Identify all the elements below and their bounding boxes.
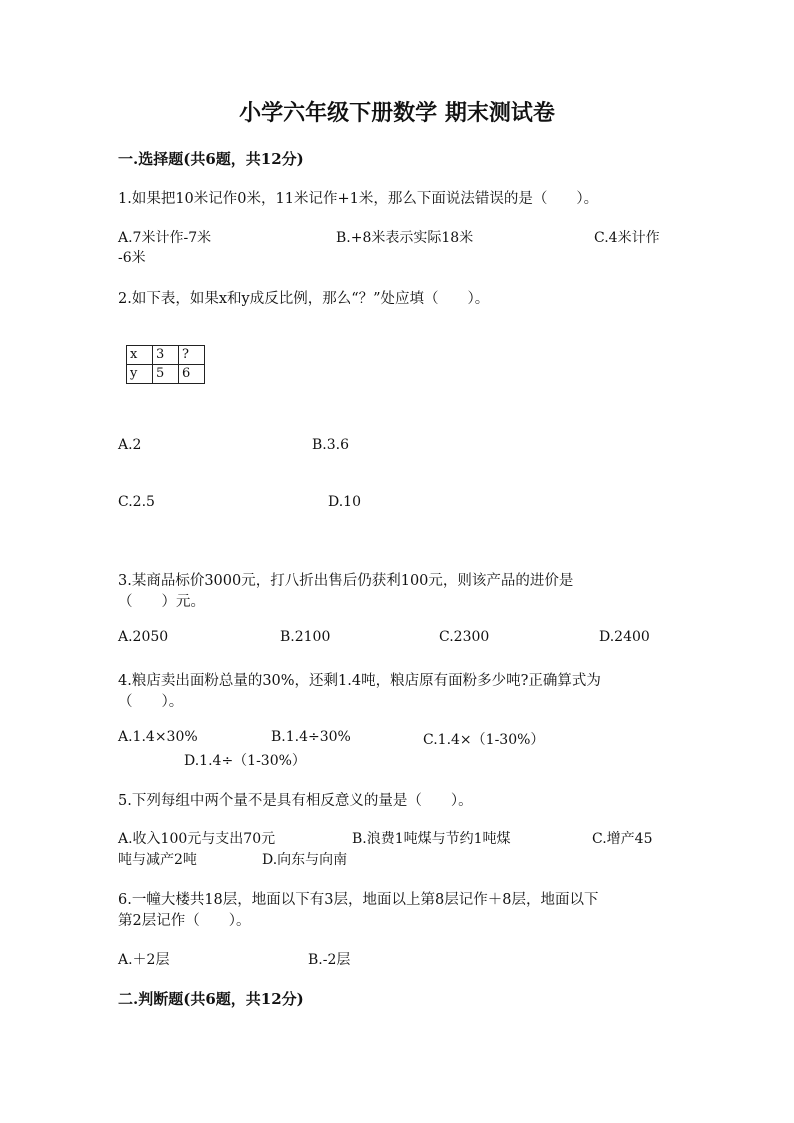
question-1-option-b: B.+8米表示实际18米 (336, 230, 474, 246)
question-4-stem-cont: （ ）。 (118, 694, 184, 710)
question-6-stem-cont: 第2层记作（ ）。 (118, 913, 251, 929)
table-cell: ? (179, 346, 205, 365)
question-3-option-c: C.2300 (439, 629, 490, 645)
table-cell: y (127, 365, 153, 384)
question-1-option-c-cont: -6米 (118, 250, 146, 266)
question-1-stem: 1.如果把10米记作0米，11米记作+1米，那么下面说法错误的是（ ）。 (118, 191, 599, 207)
question-6-option-a: A.＋2层 (118, 952, 170, 968)
table-cell: 5 (153, 365, 179, 384)
question-4-option-d: D.1.4÷（1-30%） (184, 753, 306, 769)
question-2-option-b: B.3.6 (312, 437, 350, 453)
question-5-stem: 5.下列每组中两个量不是具有相反意义的量是（ ）。 (118, 793, 473, 809)
question-3-option-d: D.2400 (599, 629, 650, 645)
question-2-option-a: A.2 (118, 437, 142, 453)
question-2-option-c: C.2.5 (118, 494, 155, 510)
question-1-option-a: A.7米计作-7米 (118, 230, 212, 246)
question-4-option-c: C.1.4×（1-30%） (423, 732, 545, 748)
question-4-stem: 4.粮店卖出面粉总量的30%，还剩1.4吨，粮店原有面粉多少吨?正确算式为 (118, 673, 601, 689)
page-title: 小学六年级下册数学 期末测试卷 (239, 100, 555, 126)
section-heading-judgement: 二.判断题(共6题，共12分) (118, 990, 304, 1008)
question-5-option-b: B.浪费1吨煤与节约1吨煤 (352, 831, 511, 847)
xy-table (126, 345, 205, 384)
question-6-option-b: B.-2层 (308, 952, 351, 968)
table-cell: 3 (153, 346, 179, 365)
table-row (127, 346, 205, 365)
table-cell: 6 (179, 365, 205, 384)
table-row (127, 365, 205, 384)
question-4-option-b: B.1.4÷30% (271, 729, 351, 745)
table-cell: x (127, 346, 153, 365)
question-5-option-c: C.增产45 (592, 831, 653, 847)
question-1-option-c: C.4米计作 (594, 230, 660, 246)
section-heading-choice: 一.选择题(共6题，共12分) (118, 150, 304, 168)
question-6-stem: 6.一幢大楼共18层，地面以下有3层，地面以上第8层记作＋8层，地面以下 (118, 892, 599, 908)
question-5-option-c-cont: 吨与减产2吨 (118, 852, 197, 868)
question-2-option-d: D.10 (328, 494, 361, 510)
question-4-option-a: A.1.4×30% (118, 729, 198, 745)
question-3-stem: 3.某商品标价3000元，打八折出售后仍获利100元，则该产品的进价是 (118, 573, 574, 589)
question-3-stem-cont: （ ）元。 (118, 594, 205, 610)
question-3-option-a: A.2050 (118, 629, 169, 645)
question-5-option-d: D.向东与向南 (262, 852, 348, 868)
question-3-option-b: B.2100 (280, 629, 331, 645)
question-5-option-a: A.收入100元与支出70元 (118, 831, 276, 847)
question-2-stem: 2.如下表，如果x和y成反比例，那么“？”处应填（ ）。 (118, 291, 490, 307)
